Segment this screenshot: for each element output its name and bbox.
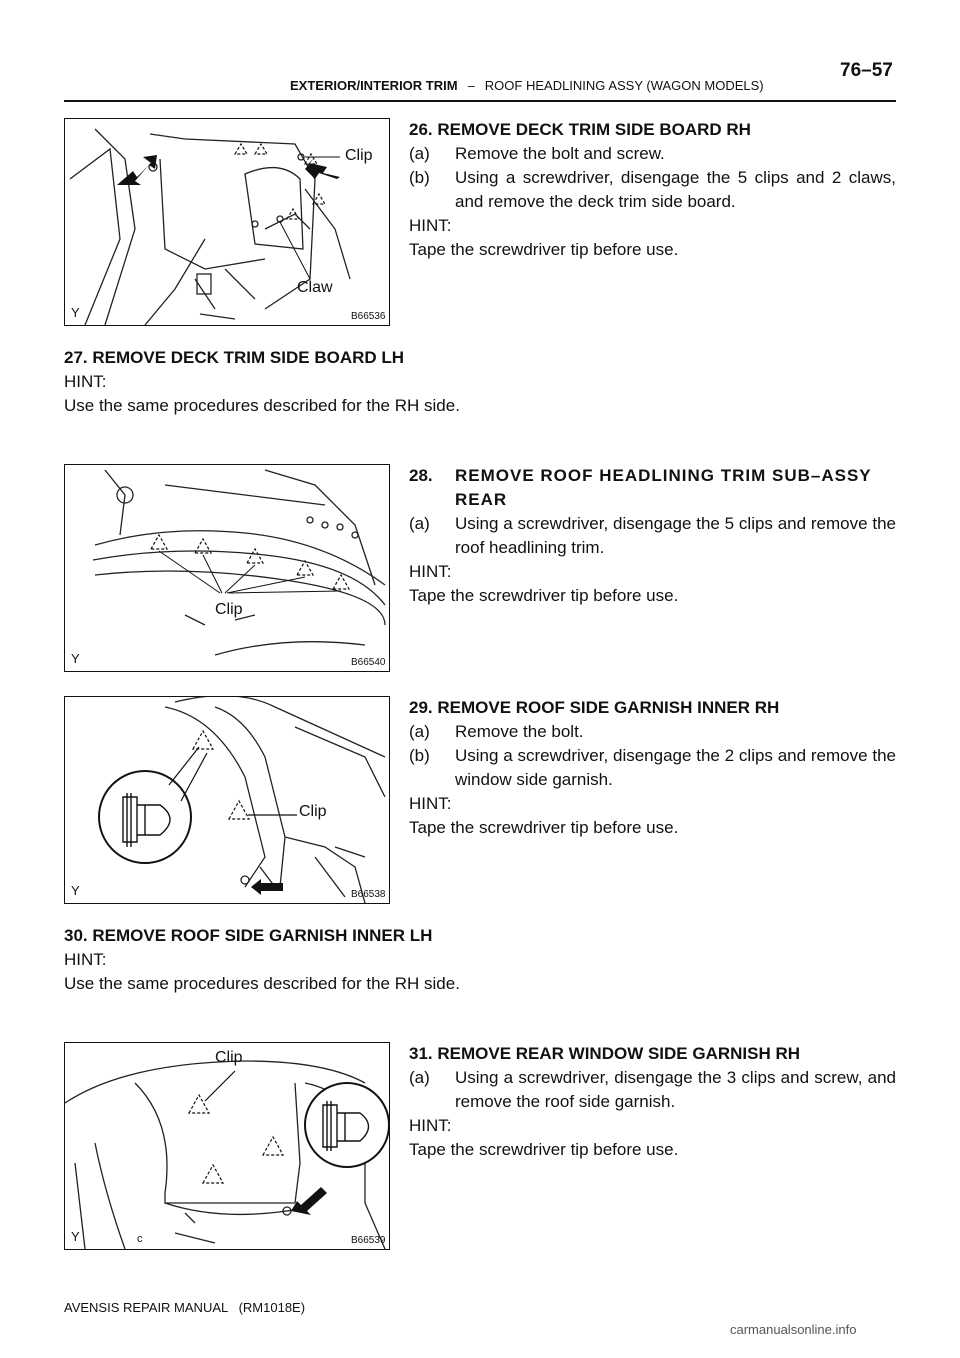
step-29-a-label: (a) xyxy=(409,722,430,741)
step-26 xyxy=(409,118,896,262)
figure-b66539-drawing xyxy=(65,1043,389,1249)
step-31 xyxy=(409,1042,896,1162)
running-header xyxy=(290,78,764,93)
figure-b66536-code: B66536 xyxy=(351,311,386,322)
step-28-a-label: (a) xyxy=(409,514,430,533)
step-28-number: 28. xyxy=(409,466,433,485)
step-31-hint-text: Tape the screwdriver tip before use. xyxy=(409,1140,679,1159)
header-subtitle: ROOF HEADLINING ASSY (WAGON MODELS) xyxy=(484,78,764,93)
figure-b66536 xyxy=(64,118,390,326)
figure-b66540-label-clip: Clip xyxy=(215,601,243,618)
footer-manual-id: AVENSIS REPAIR MANUAL (RM1018E) xyxy=(64,1300,306,1315)
step-29-hint-text: Tape the screwdriver tip before use. xyxy=(409,818,679,837)
header-rule xyxy=(64,100,896,102)
step-29-hint: HINT: xyxy=(409,794,452,813)
step-29-b xyxy=(409,744,896,792)
step-29-b-text: Using a screwdriver, disengage the 2 clips and remove the window side garnish. xyxy=(455,746,896,789)
step-28-hint: HINT: xyxy=(409,562,452,581)
step-30 xyxy=(64,924,896,996)
figure-b66538-drawing xyxy=(65,697,389,903)
step-28-a-text: Using a screwdriver, disengage the 5 clips and remove the roof headlining trim. xyxy=(455,514,896,557)
step-31-title: 31. REMOVE REAR WINDOW SIDE GARNISH RH xyxy=(409,1044,801,1063)
step-26-hint: HINT: xyxy=(409,216,452,235)
step-30-hint-text: Use the same procedures described for the RH side. xyxy=(64,974,460,993)
figure-b66538-label-clip: Clip xyxy=(299,803,327,820)
figure-b66539-label-clip: Clip xyxy=(215,1049,243,1066)
step-26-a xyxy=(409,142,896,166)
figure-b66540-drawing xyxy=(65,465,389,671)
step-30-title: 30. REMOVE ROOF SIDE GARNISH INNER LH xyxy=(64,926,433,945)
figure-b66539-y-mark: Y xyxy=(71,1229,80,1244)
header-separator: – xyxy=(467,78,475,93)
figure-b66536-label-clip: Clip xyxy=(345,147,373,164)
step-30-hint: HINT: xyxy=(64,950,107,969)
page-number: 76–57 xyxy=(840,60,893,81)
step-27-hint-text: Use the same procedures described for the RH side. xyxy=(64,396,460,415)
step-26-b-label: (b) xyxy=(409,168,430,187)
step-26-hint-text: Tape the screwdriver tip before use. xyxy=(409,240,679,259)
step-28-a xyxy=(409,512,896,560)
step-29-title: 29. REMOVE ROOF SIDE GARNISH INNER RH xyxy=(409,698,780,717)
figure-b66538 xyxy=(64,696,390,904)
step-26-title: 26. REMOVE DECK TRIM SIDE BOARD RH xyxy=(409,120,751,139)
step-27-title: 27. REMOVE DECK TRIM SIDE BOARD LH xyxy=(64,348,405,367)
figure-b66539-minor-mark: c xyxy=(137,1233,143,1245)
figure-b66538-code: B66538 xyxy=(351,889,386,900)
header-section: EXTERIOR/INTERIOR TRIM xyxy=(290,78,458,93)
step-28-heading xyxy=(409,464,896,512)
step-26-b xyxy=(409,166,896,214)
step-31-a-label: (a) xyxy=(409,1068,430,1087)
figure-b66539 xyxy=(64,1042,390,1250)
step-28-hint-text: Tape the screwdriver tip before use. xyxy=(409,586,679,605)
step-27 xyxy=(64,346,896,418)
figure-b66538-y-mark: Y xyxy=(71,883,80,898)
figure-b66539-code: B66539 xyxy=(351,1235,386,1246)
step-26-a-text: Remove the bolt and screw. xyxy=(455,144,665,163)
figure-b66536-drawing xyxy=(65,119,389,325)
step-31-hint: HINT: xyxy=(409,1116,452,1135)
watermark: carmanualsonline.info xyxy=(730,1322,857,1337)
step-29-a-text: Remove the bolt. xyxy=(455,722,584,741)
step-28 xyxy=(409,464,896,608)
step-31-a xyxy=(409,1066,896,1114)
step-29 xyxy=(409,696,896,840)
step-27-hint: HINT: xyxy=(64,372,107,391)
step-26-b-text: Using a screwdriver, disengage the 5 clips and 2 claws, and remove the deck trim side board. xyxy=(455,168,896,211)
figure-b66540 xyxy=(64,464,390,672)
figure-b66540-code: B66540 xyxy=(351,657,386,668)
step-28-title: REMOVE ROOF HEADLINING TRIM SUB–ASSY REAR xyxy=(455,466,872,509)
step-29-a xyxy=(409,720,896,744)
figure-b66536-label-claw: Claw xyxy=(297,279,333,296)
step-31-a-text: Using a screwdriver, disengage the 3 clips and screw, and remove the roof side garnish. xyxy=(455,1068,896,1111)
figure-b66540-y-mark: Y xyxy=(71,651,80,666)
step-29-b-label: (b) xyxy=(409,746,430,765)
step-26-a-label: (a) xyxy=(409,144,430,163)
figure-b66536-y-mark: Y xyxy=(71,305,80,320)
